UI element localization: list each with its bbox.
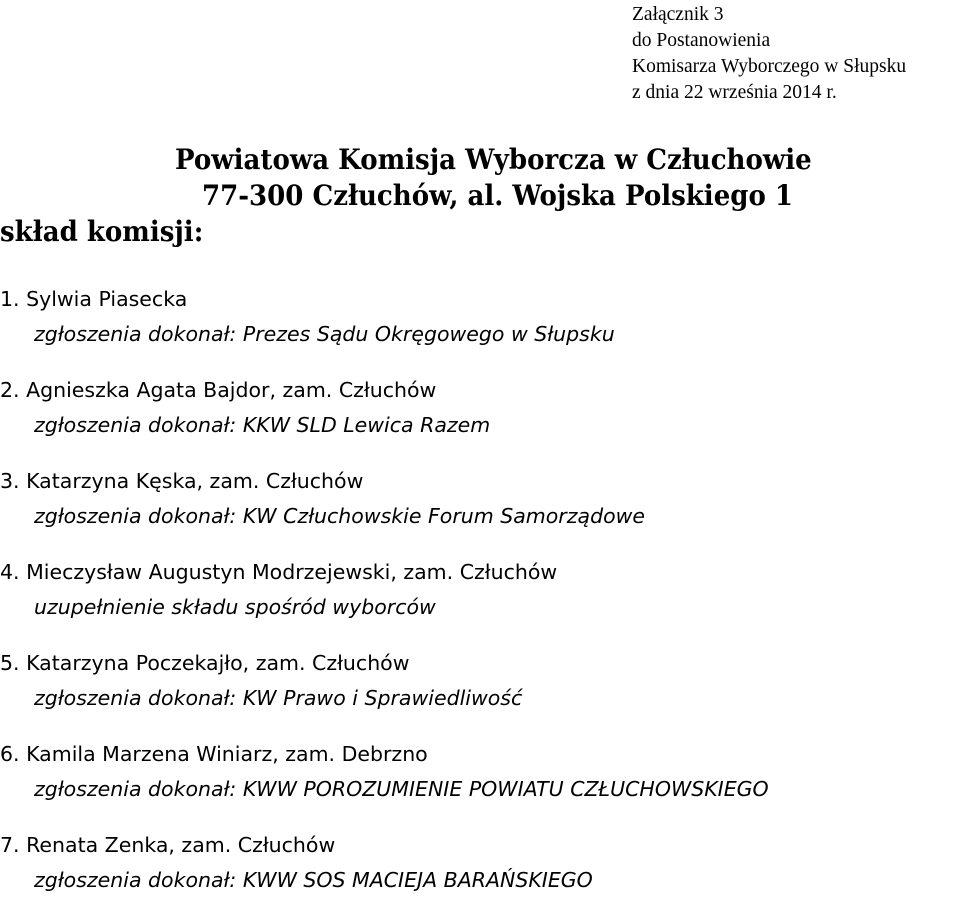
member-name: 2. Agnieszka Agata Bajdor, zam. Człuchów	[0, 378, 437, 402]
attachment-line: z dnia 22 września 2014 r.	[632, 82, 837, 103]
attachment-line: Załącznik 3	[632, 4, 724, 25]
member-nomination: zgłoszenia dokonał: KW Prawo i Sprawiedliwość	[34, 686, 523, 710]
member-name: 1. Sylwia Piasecka	[0, 287, 188, 311]
attachment-header	[632, 2, 906, 106]
member-name: 7. Renata Zenka, zam. Człuchów	[0, 833, 336, 857]
commission-address: 77-300 Człuchów, al. Wojska Polskiego 1	[202, 179, 794, 212]
member-name: 5. Katarzyna Poczekajło, zam. Człuchów	[0, 651, 410, 675]
member-nomination: zgłoszenia dokonał: KW Człuchowskie Forum Samorządowe	[34, 504, 645, 528]
composition-label: skład komisji:	[0, 215, 204, 248]
member-nomination: zgłoszenia dokonał: Prezes Sądu Okręgowego w Słupsku	[34, 322, 615, 346]
member-nomination: zgłoszenia dokonał: KWW SOS MACIEJA BARAŃSKIEGO	[34, 868, 593, 892]
member-name: 4. Mieczysław Augustyn Modrzejewski, zam. Człuchów	[0, 560, 558, 584]
member-name: 6. Kamila Marzena Winiarz, zam. Debrzno	[0, 742, 428, 766]
member-nomination: uzupełnienie składu spośród wyborców	[34, 595, 436, 619]
attachment-line: do Postanowienia	[632, 30, 771, 51]
member-name: 3. Katarzyna Kęska, zam. Człuchów	[0, 469, 364, 493]
member-nomination: zgłoszenia dokonał: KKW SLD Lewica Razem	[34, 413, 491, 437]
member-nomination: zgłoszenia dokonał: KWW POROZUMIENIE POWIATU CZŁUCHOWSKIEGO	[34, 777, 769, 801]
commission-name: Powiatowa Komisja Wyborcza w Człuchowie	[175, 143, 812, 176]
attachment-line: Komisarza Wyborczego w Słupsku	[632, 56, 907, 77]
